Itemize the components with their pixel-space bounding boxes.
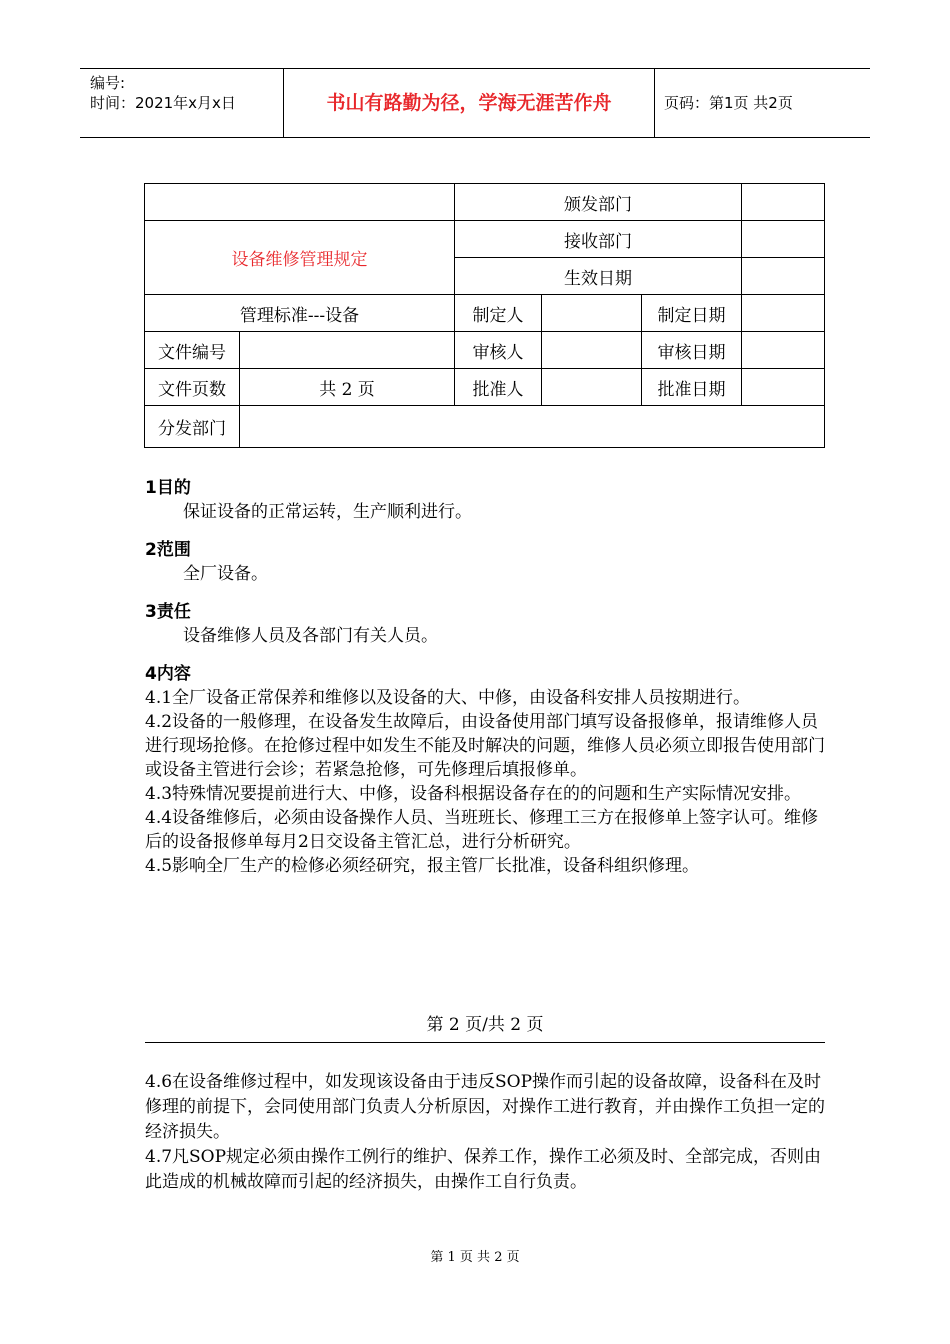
reviewer-label: 审核人 [455, 332, 542, 369]
section-body: 设备维修人员及各部门有关人员。 [183, 626, 438, 646]
inner-page-number: 第 2 页/共 2 页 [426, 1015, 544, 1035]
section-body: 保证设备的正常运转，生产顺利进行。 [183, 502, 472, 522]
document-info-table [144, 183, 825, 448]
doc-pages-value: 共 2 页 [240, 369, 455, 406]
reviewer-value [542, 332, 642, 369]
doc-no-label: 文件编号 [145, 332, 240, 369]
document-body-continued [145, 1070, 825, 1195]
approver-value [542, 369, 642, 406]
standard-label: 管理标准---设备 [145, 295, 455, 332]
paragraph: 4.6在设备维修过程中，如发现该设备由于违反SOP操作而引起的设备故障，设备科在及时修理的前提下，会同使用部门负责人分析原因，对操作工进行教育，并由操作工负担一定的经济损失。 [145, 1072, 825, 1142]
drafter-value [542, 295, 642, 332]
review-date-label: 审核日期 [642, 332, 742, 369]
doc-no-value [240, 332, 455, 369]
distribution-value [240, 406, 825, 448]
issue-dept-value [742, 184, 825, 221]
number-label: 编号: [90, 74, 126, 92]
section-title: 3责任 [145, 602, 191, 622]
approve-date-value [742, 369, 825, 406]
section-body: 全厂设备。 [183, 564, 268, 584]
page-header [80, 68, 870, 138]
effective-date-value [742, 258, 825, 295]
time-label: 时间：2021年x月x日 [90, 94, 236, 112]
paragraph: 4.2设备的一般修理，在设备发生故障后，由设备使用部门填写设备报修单，报请维修人员进行现场抢修。在抢修过程中如发生不能及时解决的问题，维修人员必须立即报告使用部门或设备主管进行会诊；若紧急抢修，可先修理后填报修单。 [145, 712, 825, 780]
section-title: 2范围 [145, 540, 191, 560]
issue-dept-label: 颁发部门 [455, 184, 742, 221]
paragraph: 4.4设备维修后，必须由设备操作人员、当班班长、修理工三方在报修单上签字认可。维修后的设备报修单每月2日交设备主管汇总，进行分析研究。 [145, 808, 819, 852]
header-slogan: 书山有路勤为径，学海无涯苦作舟 [283, 69, 655, 137]
approver-label: 批准人 [455, 369, 542, 406]
review-date-value [742, 332, 825, 369]
page-footer: 第 1 页 共 2 页 [430, 1250, 520, 1265]
paragraph: 4.1全厂设备正常保养和维修以及设备的大、中修，由设备科安排人员按期进行。 [145, 688, 751, 708]
approve-date-label: 批准日期 [642, 369, 742, 406]
paragraph: 4.5影响全厂生产的检修必须经研究，报主管厂长批准，设备科组织修理。 [145, 856, 700, 876]
distribution-label: 分发部门 [145, 406, 240, 448]
receive-dept-label: 接收部门 [455, 221, 742, 258]
effective-date-label: 生效日期 [455, 258, 742, 295]
section-title: 1目的 [145, 478, 191, 498]
drafter-label: 制定人 [455, 295, 542, 332]
document-body [145, 476, 825, 878]
paragraph: 4.7凡SOP规定必须由操作工例行的维护、保养工作，操作工必须及时、全部完成，否则由此造成的机械故障而引起的经济损失，由操作工自行负责。 [145, 1147, 822, 1192]
paragraph: 4.3特殊情况要提前进行大、中修，设备科根据设备存在的的问题和生产实际情况安排。 [145, 784, 802, 804]
doc-pages-label: 文件页数 [145, 369, 240, 406]
divider [145, 1042, 825, 1043]
draft-date-value [742, 295, 825, 332]
draft-date-label: 制定日期 [642, 295, 742, 332]
document-title: 设备维修管理规定 [145, 221, 455, 295]
blank-cell [145, 184, 455, 221]
header-page-code: 页码：第1页 共2页 [664, 94, 793, 112]
header-meta [90, 73, 280, 113]
receive-dept-value [742, 221, 825, 258]
section-title: 4内容 [145, 664, 191, 684]
